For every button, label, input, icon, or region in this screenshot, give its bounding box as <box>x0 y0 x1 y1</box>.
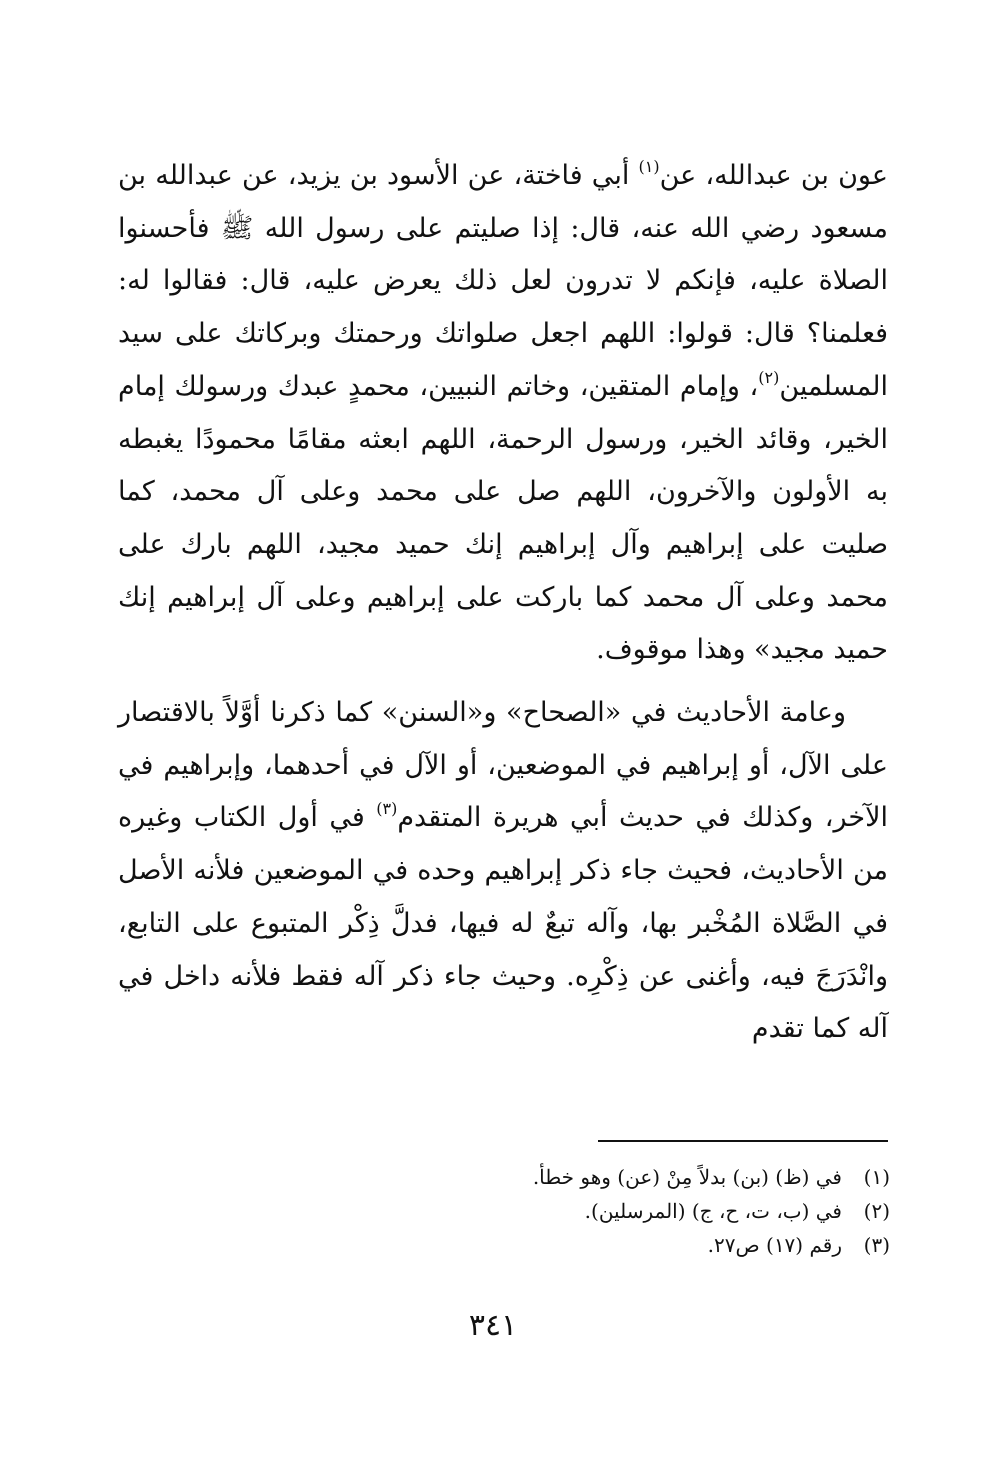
footnote-marker-1: (١) <box>638 157 660 176</box>
footnote-divider <box>598 1140 888 1142</box>
footnote-marker-2: (٢) <box>758 367 780 387</box>
footnote-marker-3: (٣) <box>376 799 398 819</box>
footnote-number: (١) <box>863 1165 890 1189</box>
footnote-text: في (ظ) (بن) بدلاً مِنْ (عن) وهو خطأ. <box>532 1165 842 1189</box>
footnotes-list <box>118 1160 890 1262</box>
footnote-text: في (ب، ت، ح، ج) (المرسلين). <box>584 1199 842 1223</box>
paragraph-2-text-1: وعامة الأحاديث في «الصحاح» و«السنن» كما ذكرنا أوَّلاً بالاقتصار على الآل، أو إبراهيم في الموضعين، أو الآل في أحدهما، وإبراهيم في الآخر، وكذلك في حديث أبي هريرة المتقدم <box>118 697 888 834</box>
page-number: ٣٤١ <box>468 1308 518 1343</box>
footnote-item <box>118 1228 890 1262</box>
footnote-text: رقم (١٧) ص٢٧. <box>707 1233 842 1257</box>
paragraph-1 <box>118 150 888 677</box>
footnote-number: (٢) <box>863 1199 890 1223</box>
paragraph-1-text-1: عون بن عبدالله، عن <box>659 160 888 191</box>
paragraph-2 <box>118 687 888 1056</box>
paragraph-2-text-2: في أول الكتاب وغيره من الأحاديث، فحيث جاء ذكر إبراهيم وحده في الموضعين فلأنه الأصل في الصَّلاة المُخْبر بها، وآله تبعٌ له فيها، فدلَّ ذِكْر المتبوع على التابع، وانْدَرَجَ فيه، وأغنى عن ذِكْرِه. وحيث جاء ذكر آله فقط فلأنه داخل في آله كما تقدم <box>118 802 888 1045</box>
main-text <box>118 150 888 1056</box>
footnote-item <box>118 1160 890 1194</box>
paragraph-1-text-2: أبي فاختة، عن الأسود بن يزيد، عن عبدالله بن مسعود رضي الله عنه، قال: إذا صليتم على رسول الله ﷺ فأحسنوا الصلاة عليه، فإنكم لا تدرون لعل ذلك يعرض عليه، قال: فقالوا له: فعلمنا؟ قال: قولوا: اللهم اجعل صلواتك ورحمتك وبركاتك على سيد المسلمين <box>118 160 888 402</box>
footnote-item <box>118 1194 890 1228</box>
footnote-number: (٣) <box>863 1233 890 1257</box>
paragraph-1-text-3: ، وإمام المتقين، وخاتم النبيين، محمدٍ عبدك ورسولك إمام الخير، وقائد الخير، ورسول الرحمة، اللهم ابعثه مقامًا محمودًا يغبطه به الأولون والآخرون، اللهم صل على محمد وعلى آل محمد، كما صليت على إبراهيم وآل إبراهيم إنك حميد مجيد، اللهم بارك على محمد وعلى آل محمد كما باركت على إبراهيم وعلى آل إبراهيم إنك حميد مجيد» وهذا موقوف. <box>118 370 888 666</box>
